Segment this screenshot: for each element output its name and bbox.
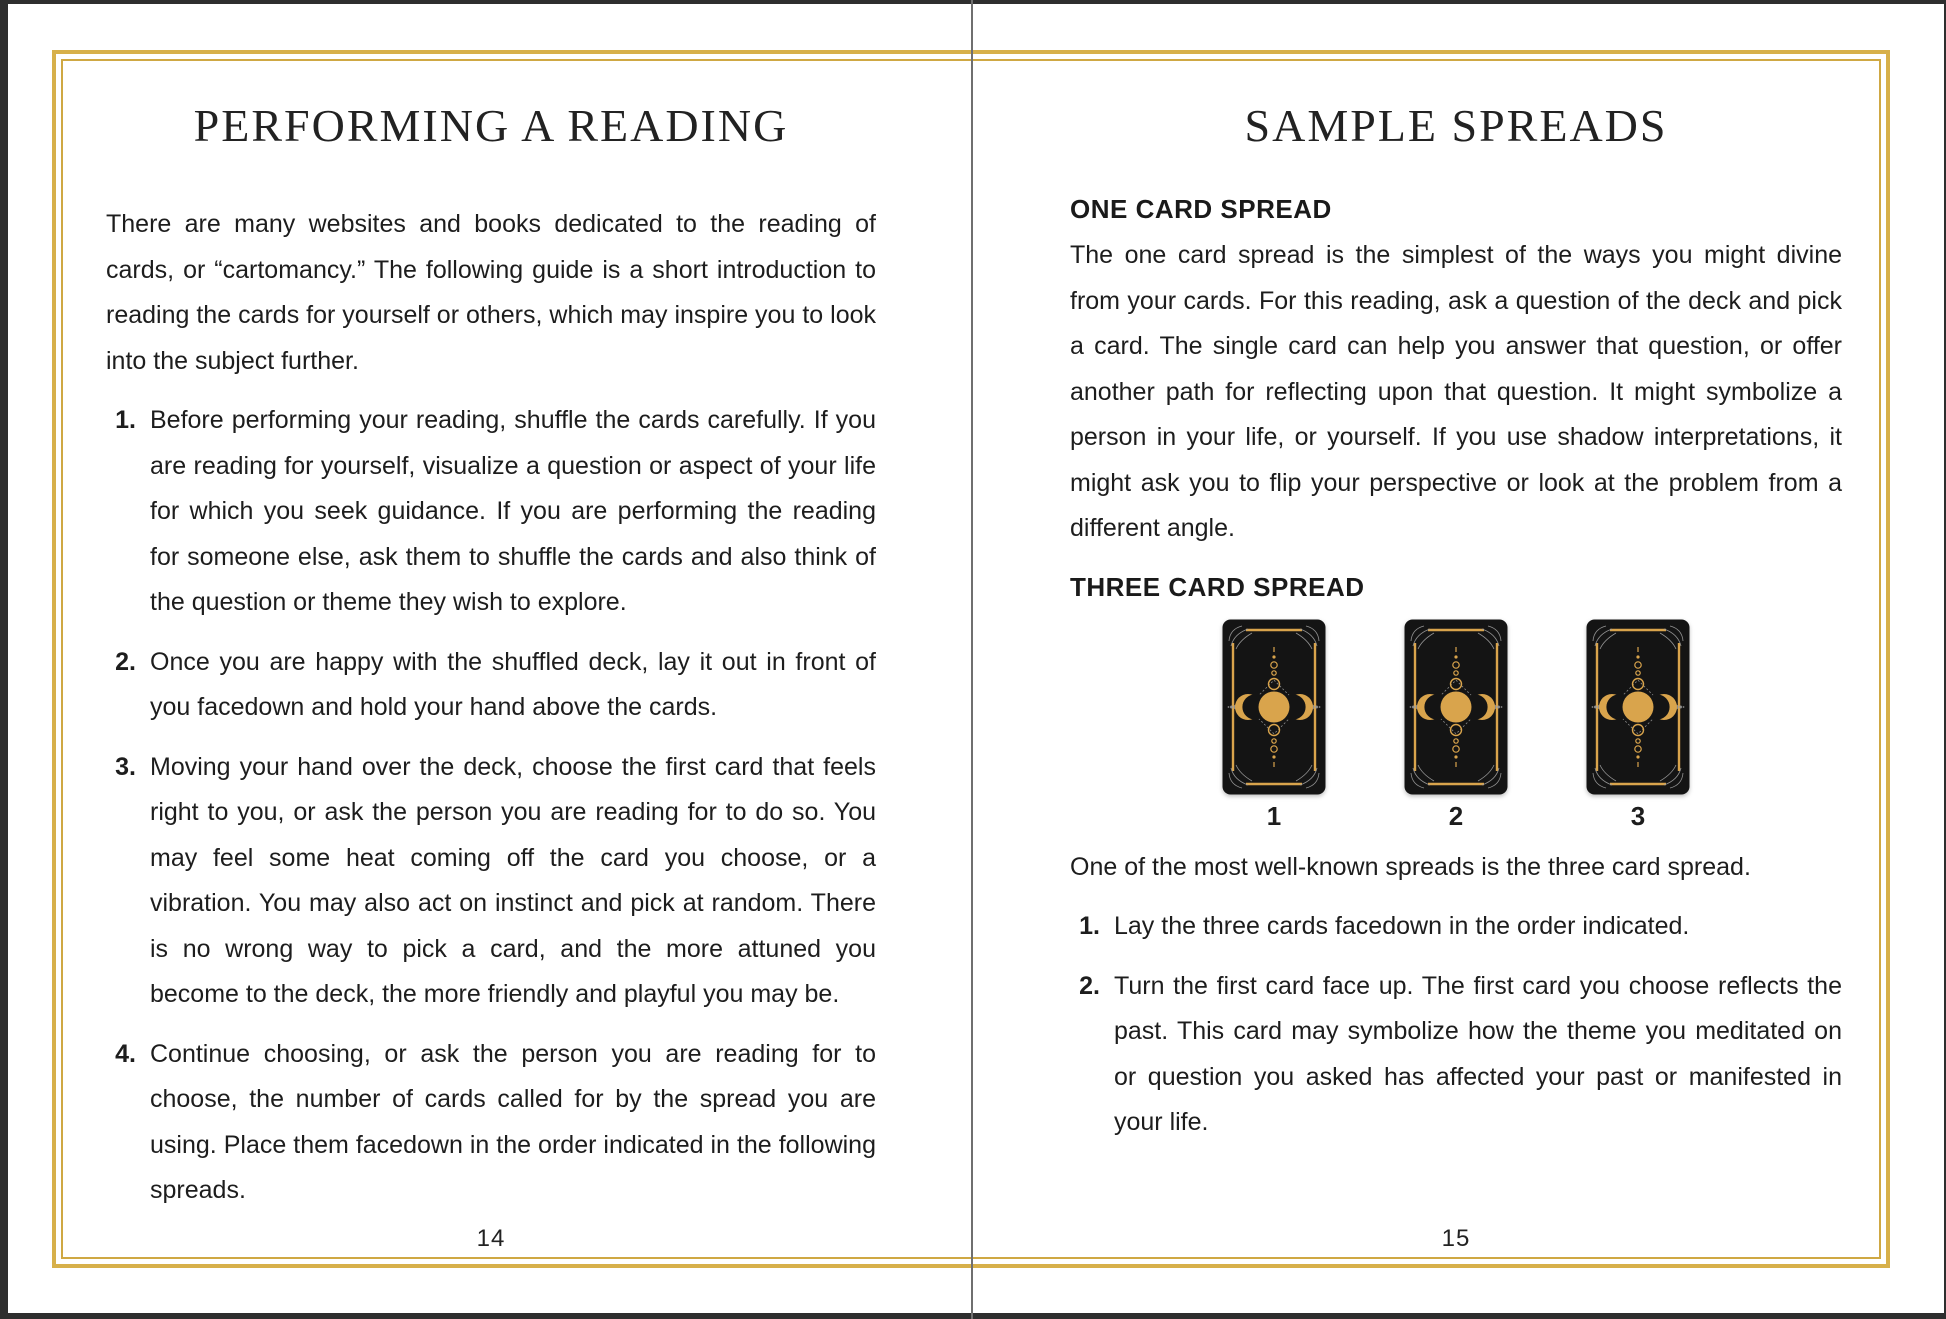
tarot-card-back (1404, 619, 1508, 795)
card-position-label: 1 (1266, 800, 1282, 831)
list-number: 2. (1079, 971, 1100, 1000)
heading-three-card-spread: THREE CARD SPREAD (1070, 571, 1365, 602)
card-position-label: 3 (1630, 800, 1646, 831)
three-card-caption: One of the most well-known spreads is the three card spread. (1070, 852, 1751, 881)
list-number: 4. (115, 1039, 136, 1068)
page-right (1070, 0, 1842, 1319)
tarot-card-back (1586, 619, 1690, 795)
page-title-left: PERFORMING A READING (193, 100, 789, 151)
list-item (1070, 904, 1842, 950)
page-left (106, 0, 876, 1319)
reading-steps-list (106, 398, 876, 1214)
page-number-right: 15 (1441, 1225, 1471, 1252)
tarot-card (1586, 619, 1690, 831)
list-item (106, 745, 876, 1018)
list-text: Continue choosing, or ask the person you are reading for to choose, the number of cards called for by the spread you are using. Place them facedown in the order indicated in the following spreads. (150, 1039, 876, 1204)
list-text: Once you are happy with the shuffled deck, lay it out in front of you facedown and hold your hand above the cards. (150, 647, 876, 721)
three-card-steps-list (1070, 904, 1842, 1146)
tarot-card (1222, 619, 1326, 831)
tarot-card-back-art (1404, 619, 1508, 795)
list-text: Before performing your reading, shuffle the cards carefully. If you are reading for yourself, visualize a question or aspect of your life for which you seek guidance. If you are performing the reading for someone else, ask them to shuffle the cards and also think of the question or theme they wish to explore. (150, 406, 876, 616)
list-item (1070, 964, 1842, 1146)
list-text: Turn the first card face up. The first card you choose reflects the past. This card may symbolize how the theme you meditated on or question you asked has affected your past or manifested in your life. (1114, 971, 1842, 1136)
intro-paragraph: There are many websites and books dedicated to the reading of cards, or “cartomancy.” The following guide is a short introduction to reading the cards for yourself or others, which may inspire you to look into the subject further. (106, 210, 876, 375)
list-item (106, 640, 876, 731)
tarot-card-back-art (1586, 619, 1690, 795)
list-item (106, 1032, 876, 1214)
heading-one-card-spread: ONE CARD SPREAD (1070, 194, 1332, 224)
list-number: 3. (115, 752, 136, 781)
one-card-spread-paragraph: The one card spread is the simplest of the ways you might divine from your cards. For this reading, ask a question of the deck and pick a card. The single card can help you answer that question, or offer another path for reflecting upon that question. It might symbolize a person in your life, or yourself. If you use shadow interpretations, it might ask you to flip your perspective or look at the problem from a different angle. (1070, 241, 1842, 542)
page-number-left: 14 (476, 1225, 506, 1252)
page-title-right: SAMPLE SPREADS (1244, 100, 1668, 151)
tarot-card-back-art (1222, 619, 1326, 795)
list-number: 1. (115, 406, 136, 434)
list-text: Lay the three cards facedown in the order indicated. (1114, 912, 1690, 940)
list-text: Moving your hand over the deck, choose the first card that feels right to you, or ask the person you are reading for to do so. You may feel some heat coming off the card you choose, or a vibration. You may also act on instinct and pick at random. There is no wrong way to pick a card, and the more attuned you become to the deck, the more friendly and playful you may be. (150, 752, 876, 1008)
card-position-label: 2 (1448, 800, 1464, 831)
list-number: 1. (1079, 912, 1100, 940)
list-item (106, 398, 876, 626)
list-number: 2. (115, 647, 136, 676)
three-card-illustration (1070, 619, 1842, 831)
tarot-card (1404, 619, 1508, 831)
page-gutter-divider (971, 0, 973, 1319)
tarot-card-back (1222, 619, 1326, 795)
